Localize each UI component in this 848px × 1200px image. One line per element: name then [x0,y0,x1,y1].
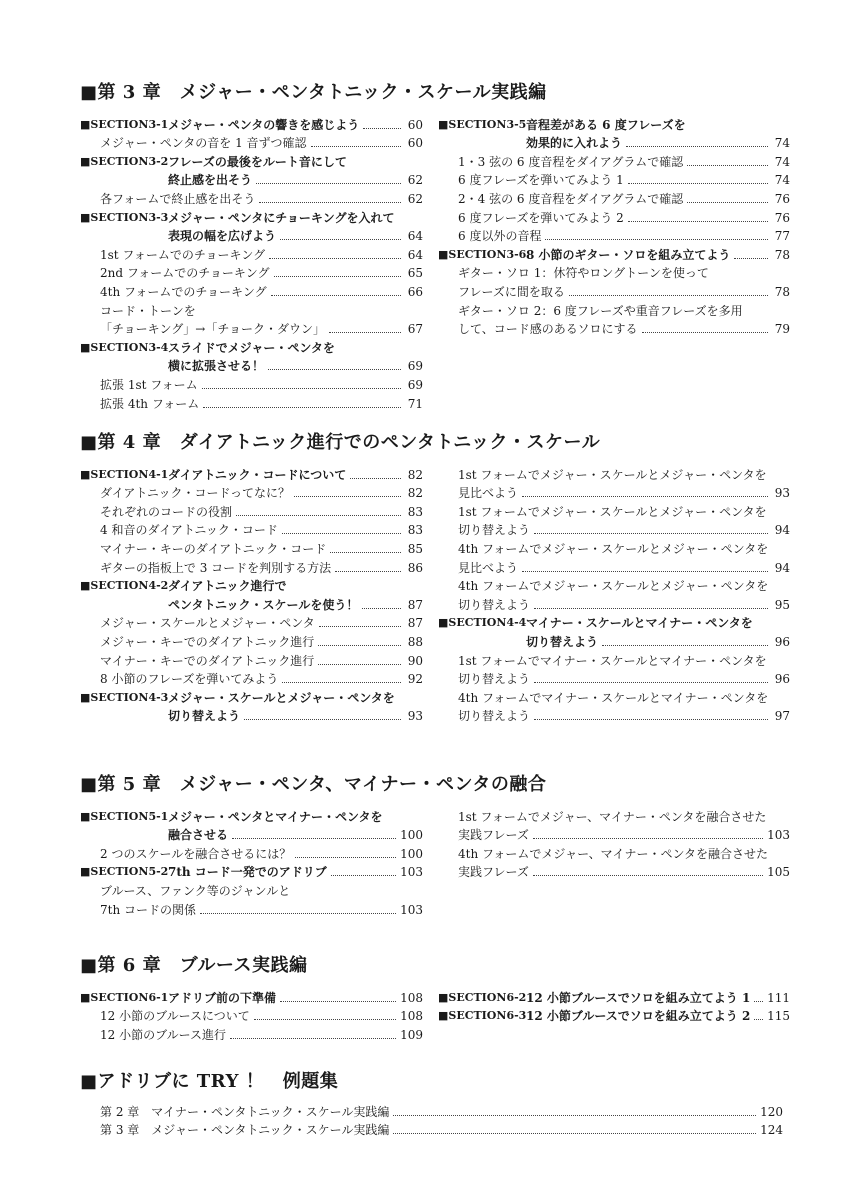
entry-title: ダイアトニック進行で [168,579,287,594]
page-number: 76 [774,191,790,206]
toc-entry [438,706,790,725]
toc-entry [438,170,790,189]
toc-column-left [80,114,423,412]
toc-entry [438,862,790,881]
entry-title: 6 度以外の音程 [458,229,542,244]
dot-leader [628,221,768,222]
dot-leader [230,1038,396,1039]
toc-column-left [80,987,423,1043]
page-number: 94 [774,560,790,575]
toc-entry [438,650,790,669]
toc-entry [80,300,423,319]
page-number: 87 [407,597,423,612]
page-number: 85 [407,541,423,556]
entry-title: スライドでメジャー・ペンタを [168,340,335,355]
toc-entry [438,114,790,133]
dot-leader [330,552,401,553]
entry-title: ギター・ソロ 2：6 度フレーズや重音フレーズを多用 [458,303,743,318]
entry-title: 実践フレーズ [458,828,529,843]
entry-title: 1st フォームでマイナー・スケールとマイナー・ペンタを [458,653,767,668]
entry-title: メジャー・ペンタの響きを感じよう [168,117,360,132]
toc-entry [80,114,423,133]
page-number: 86 [407,560,423,575]
entry-title: 各フォームで終止感を出そう [100,191,256,206]
dot-leader [534,682,768,683]
bonus-entry [100,1120,783,1139]
section-label: ■SECTION4-2 [80,579,169,593]
toc-entry [438,520,790,539]
page-number: 83 [407,523,423,538]
page-number: 124 [760,1123,783,1138]
entry-title: 第 2 章 マイナー・ペンタトニック・スケール実践編 [100,1104,390,1119]
chapter-block [80,80,790,411]
dot-leader [282,682,401,683]
dot-leader [522,571,768,572]
toc-entry [80,650,423,669]
entry-title: 12 小節ブルースでソロを組み立てよう 2 [526,1009,751,1024]
dot-leader [569,295,768,296]
page-number: 62 [407,191,423,206]
toc-entry [438,631,790,650]
entry-title: 8 小節のフレーズを弾いてみよう [100,672,279,687]
section-label: ■SECTION3-5 [438,117,527,131]
page-number: 87 [407,616,423,631]
entry-title: マイナー・キーでのダイアトニック進行 [100,653,315,668]
page-number: 78 [774,284,790,299]
entry-title: 融合させる [168,828,229,843]
entry-title: 2nd フォームでのチョーキング [100,266,270,281]
dot-leader [628,183,768,184]
page-number: 115 [767,1009,790,1024]
page-number: 95 [774,597,790,612]
chapter-title: ■第 6 章 ブルース実践編 [80,955,308,976]
dot-leader [318,645,401,646]
entry-title: 12 小節のブルース進行 [100,1027,227,1042]
entry-title: 4 和音のダイアトニック・コード [100,523,278,538]
dot-leader [318,664,401,665]
page-number: 88 [407,634,423,649]
page-number: 97 [774,709,790,724]
entry-title: ギターの指板上で 3 コードを判別する方法 [100,560,332,575]
page-number: 64 [407,229,423,244]
entry-title: アドリブ前の下準備 [168,990,277,1005]
dot-leader [232,838,396,839]
toc-entry [80,319,423,338]
page-number: 69 [407,359,423,374]
toc-entry [80,226,423,245]
page-number: 60 [407,136,423,151]
page-number: 93 [407,709,423,724]
page-number: 100 [400,846,423,861]
page-number: 103 [767,828,790,843]
entry-title: フレーズに間を取る [458,284,565,299]
toc-entry [438,557,790,576]
page-number: 74 [774,136,790,151]
dot-leader [626,146,768,147]
entry-title: ダイアトニック・コードってなに？ [100,486,290,501]
toc-entry [438,263,790,282]
section-label: ■SECTION4-4 [438,616,527,630]
entry-title: マイナー・スケールとマイナー・ペンタを [526,616,753,631]
section-label: ■SECTION3-2 [80,154,169,168]
dot-leader [254,1019,396,1020]
entry-title: 1st フォームでのチョーキング [100,247,266,262]
entry-title: 見比べよう [458,486,519,501]
entry-title: 表現の幅を広げよう [168,229,277,244]
dot-leader [274,276,401,277]
entry-title: 2 つのスケールを融合させるには？ [100,846,292,861]
toc-entry [80,520,423,539]
toc-entry [80,987,423,1006]
page-number: 79 [774,322,790,337]
section-label: ■SECTION5-2 [80,865,169,879]
dot-leader [256,183,401,184]
toc-entry [80,613,423,632]
page-number: 109 [400,1027,423,1042]
toc-entry [80,244,423,263]
page-number: 82 [407,486,423,501]
page-number: 76 [774,210,790,225]
entry-title: 実践フレーズ [458,865,529,880]
dot-leader [269,258,401,259]
toc-entry [80,687,423,706]
entry-title: 1st フォームでメジャー、マイナー・ペンタを融合させた [458,809,767,824]
dot-leader [271,295,401,296]
toc-entry [438,207,790,226]
toc-entry [80,501,423,520]
dot-leader [754,1001,763,1002]
toc-entry [438,594,790,613]
bonus-block [80,1069,783,1138]
entry-title: 切り替えよう [168,709,241,724]
entry-title: 6 度フレーズを弾いてみよう 2 [458,210,624,225]
entry-title: 1st フォームでメジャー・スケールとメジャー・ペンタを [458,467,767,482]
entry-title: 切り替えよう [458,672,531,687]
toc-entry [80,576,423,595]
page-number: 69 [407,377,423,392]
entry-title: 2・4 弦の 6 度音程をダイアグラムで確認 [458,191,684,206]
section-label: ■SECTION3-1 [80,117,169,131]
toc-entry [438,1006,790,1025]
toc-entry [80,538,423,557]
dot-leader [282,533,401,534]
entry-title: ダイアトニック・コードについて [168,467,347,482]
dot-leader [295,857,396,858]
toc-entry [438,501,790,520]
page-number: 66 [407,284,423,299]
toc-entry [438,843,790,862]
toc-entry [80,374,423,393]
dot-leader [202,388,401,389]
dot-leader [350,478,401,479]
toc-entry [80,337,423,356]
toc-entry [80,1024,423,1043]
dot-leader [319,626,401,627]
entry-title: メジャー・ペンタにチョーキングを入れて [168,210,395,225]
toc-entry [80,281,423,300]
toc-entry [438,613,790,632]
entry-title: 終止感を出そう [168,173,253,188]
section-label: ■SECTION4-3 [80,690,169,704]
page-number: 103 [400,865,423,880]
entry-title: して、コード感のあるソロにする [458,322,638,337]
page-number: 103 [400,902,423,917]
entry-title: 8 小節のギター・ソロを組み立てよう [526,247,731,262]
toc-entry [438,806,790,825]
page-number: 60 [407,117,423,132]
page-number: 96 [774,634,790,649]
page-number: 93 [774,486,790,501]
toc-entry [438,464,790,483]
entry-title: 1・3 弦の 6 度音程をダイアグラムで確認 [458,154,684,169]
page-number: 82 [407,467,423,482]
section-label: ■SECTION5-1 [80,809,169,823]
dot-leader [533,838,763,839]
section-label: ■SECTION3-6 [438,247,527,261]
toc-entry [80,483,423,502]
dot-leader [203,407,401,408]
toc-entry [438,825,790,844]
entry-title: 7th コードの関係 [100,902,197,917]
dot-leader [331,875,396,876]
entry-title: 拡張 1st フォーム [100,377,198,392]
dot-leader [522,496,768,497]
toc-entry [80,188,423,207]
dot-leader [311,146,401,147]
toc-entry [438,483,790,502]
toc-entry [438,300,790,319]
section-label: ■SECTION3-3 [80,210,169,224]
toc-entry [80,806,423,825]
dot-leader [363,128,401,129]
dot-leader [362,608,401,609]
toc-entry [438,538,790,557]
toc-entry [438,319,790,338]
bonus-title: ■アドリブに TRY ！ 例題集 [80,1071,339,1092]
entry-title: メジャー・スケールとメジャー・ペンタ [100,616,315,631]
toc-column-right [438,806,790,880]
entry-title: 横に拡張させる！ [168,359,265,374]
toc-entry [80,263,423,282]
page-number: 71 [407,396,423,411]
entry-title: 4th フォームでマイナー・スケールとマイナー・ペンタを [458,690,769,705]
toc-entry [80,631,423,650]
page-number: 108 [400,990,423,1005]
entry-title: メジャー・キーでのダイアトニック進行 [100,634,315,649]
entry-title: 切り替えよう [458,523,531,538]
page-number: 108 [400,1009,423,1024]
entry-title: 4th フォームでのチョーキング [100,284,267,299]
page-number: 94 [774,523,790,538]
chapter-block [80,430,790,724]
dot-leader [200,913,396,914]
dot-leader [642,332,768,333]
entry-title: 6 度フレーズを弾いてみよう 1 [458,173,624,188]
page-number: 105 [767,865,790,880]
dot-leader [754,1019,763,1020]
toc-entry [438,281,790,300]
page-number: 67 [407,322,423,337]
dot-leader [734,258,768,259]
entry-title: メジャー・ペンタの音を 1 音ずつ確認 [100,136,307,151]
entry-title: ブルース、ファンク等のジャンルと [100,883,291,898]
entry-title: 効果的に入れよう [526,136,623,151]
page-number: 83 [407,504,423,519]
toc-entry [80,706,423,725]
page-number: 111 [767,990,790,1005]
toc-entry [438,687,790,706]
toc-entry [438,188,790,207]
section-label: ■SECTION6-2 [438,990,527,1004]
dot-leader [687,165,768,166]
entry-title: それぞれのコードの役割 [100,504,233,519]
toc-entry [438,244,790,263]
toc-entry [80,862,423,881]
section-label: ■SECTION6-3 [438,1009,527,1023]
toc-entry [80,825,423,844]
page-number: 78 [774,247,790,262]
section-label: ■SECTION4-1 [80,467,169,481]
toc-entry [80,151,423,170]
dot-leader [294,496,401,497]
toc-entry [80,170,423,189]
entry-title: 拡張 4th フォーム [100,396,200,411]
entry-title: マイナー・キーのダイアトニック・コード [100,541,327,556]
dot-leader [533,875,763,876]
entry-title: 第 3 章 メジャー・ペンタトニック・スケール実践編 [100,1123,390,1138]
chapter-block [80,953,790,1042]
section-label: ■SECTION6-1 [80,990,169,1004]
page-number: 74 [774,154,790,169]
entry-title: 4th フォームでメジャー・スケールとメジャー・ペンタを [458,579,769,594]
dot-leader [534,719,768,720]
dot-leader [393,1115,756,1116]
toc-column-right [438,987,790,1024]
dot-leader [335,571,401,572]
toc-entry [80,843,423,862]
entry-title: フレーズの最後をルート音にして [168,154,347,169]
dot-leader [687,202,768,203]
toc-entry [438,226,790,245]
page-number: 92 [407,672,423,687]
entry-title: ギター・ソロ 1：休符やロングトーンを使って [458,266,709,281]
toc-entry [438,151,790,170]
dot-leader [534,608,768,609]
dot-leader [244,719,401,720]
page-number: 100 [400,828,423,843]
dot-leader [329,332,401,333]
dot-leader [534,533,768,534]
dot-leader [280,239,401,240]
dot-leader [393,1133,756,1134]
page-number: 90 [407,653,423,668]
chapter-title: ■第 5 章 メジャー・ペンタ、マイナー・ペンタの融合 [80,774,547,795]
toc-entry [80,464,423,483]
chapter-block [80,772,790,917]
entry-title: 1st フォームでメジャー・スケールとメジャー・ペンタを [458,504,767,519]
section-label: ■SECTION3-4 [80,340,169,354]
entry-title: コード・トーンを [100,303,196,318]
toc-column-left [80,464,423,724]
dot-leader [280,1001,396,1002]
toc-entry [80,356,423,375]
page-number: 62 [407,173,423,188]
dot-leader [236,515,401,516]
toc-column-right [438,114,790,337]
dot-leader [602,645,768,646]
toc-entry [80,899,423,918]
entry-title: 4th フォームでメジャー、マイナー・ペンタを融合させた [458,846,768,861]
toc-entry [80,133,423,152]
page-number: 96 [774,672,790,687]
chapter-title: ■第 3 章 メジャー・ペンタトニック・スケール実践編 [80,82,547,103]
toc-entry [80,207,423,226]
toc-entry [80,594,423,613]
entry-title: 「チョーキング」→「チョーク・ダウン」 [100,322,325,337]
dot-leader [259,202,401,203]
toc-entry [80,393,423,412]
entry-title: 4th フォームでメジャー・スケールとメジャー・ペンタを [458,541,769,556]
page-number: 65 [407,266,423,281]
toc-entry [80,880,423,899]
bonus-entry [100,1101,783,1120]
chapter-title: ■第 4 章 ダイアトニック進行でのペンタトニック・スケール [80,432,601,453]
toc-entry [438,133,790,152]
dot-leader [545,239,768,240]
toc-entry [438,987,790,1006]
entry-title: 切り替えよう [458,709,531,724]
toc-column-right [438,464,790,724]
entry-title: メジャー・ペンタとマイナー・ペンタを [168,809,383,824]
toc-column-left [80,806,423,918]
page-number: 64 [407,247,423,262]
dot-leader [268,369,401,370]
entry-title: 見比べよう [458,560,519,575]
entry-title: 音程差がある 6 度フレーズを [526,117,686,132]
entry-title: 切り替えよう [458,597,531,612]
entry-title: 7th コード一発でのアドリブ [168,865,327,880]
page-number: 74 [774,173,790,188]
toc-entry [80,557,423,576]
entry-title: 12 小節のブルースについて [100,1009,250,1024]
toc-entry [80,669,423,688]
toc-entry [438,669,790,688]
page-number: 120 [760,1104,783,1119]
page-number: 77 [774,229,790,244]
toc-entry [438,576,790,595]
toc-entry [80,1006,423,1025]
entry-title: ペンタトニック・スケールを使う！ [168,597,359,612]
entry-title: 12 小節ブルースでソロを組み立てよう 1 [526,990,751,1005]
entry-title: 切り替えよう [526,634,599,649]
entry-title: メジャー・スケールとメジャー・ペンタを [168,690,395,705]
